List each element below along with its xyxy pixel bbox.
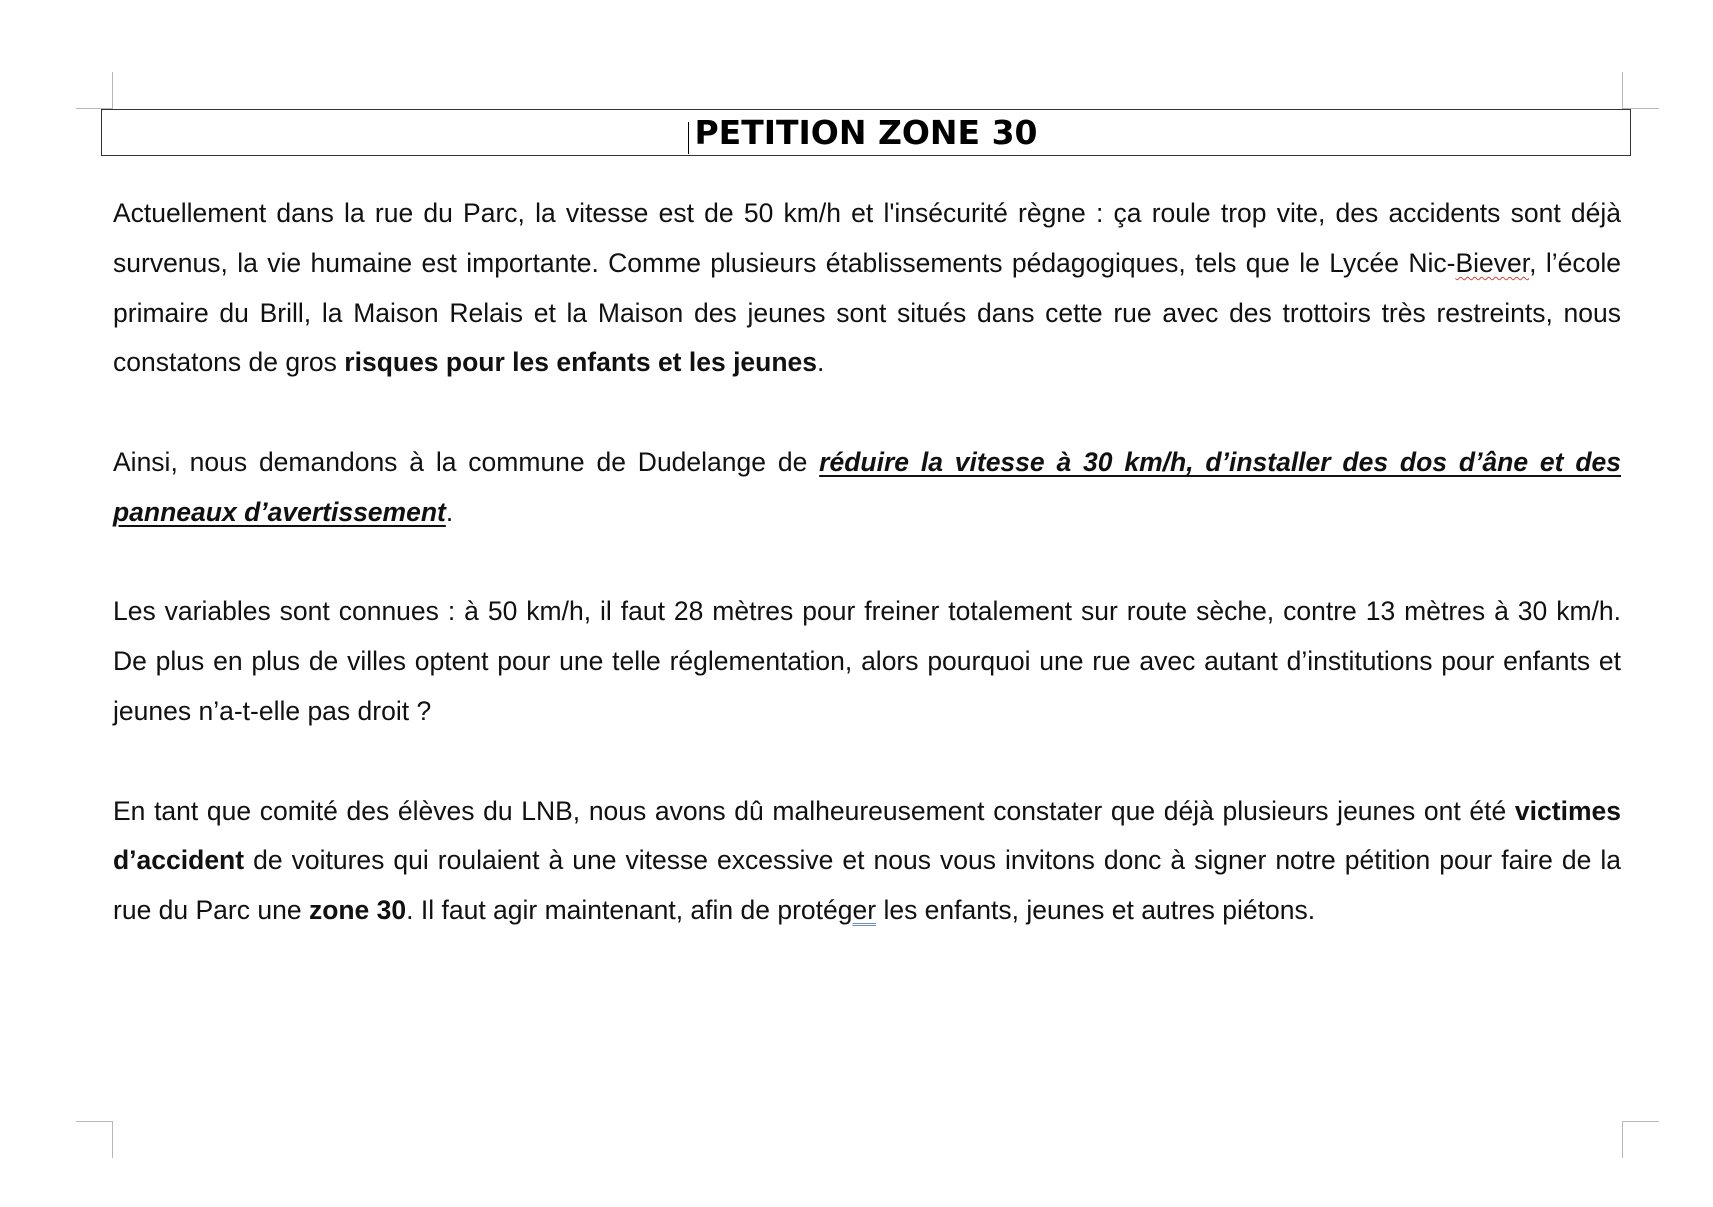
paragraph-4-text: . Il faut agir maintenant, afin de protég — [406, 895, 853, 926]
paragraph-3[interactable] — [113, 587, 1621, 736]
page-corner-mark-top-left — [76, 72, 113, 109]
misspelled-word[interactable]: Biever — [1455, 247, 1530, 278]
grammar-flagged-text[interactable]: er — [852, 895, 877, 926]
paragraph-4-text: les enfants, jeunes et autres piétons. — [876, 895, 1316, 926]
paragraph-1-text: , l’école primaire du Brill, la Maison Relais et la Maison des jeunes sont situés dans cette rue avec des trottoirs très restreints, nous constatons de gros — [113, 247, 1621, 378]
page-corner-mark-bottom-right — [1622, 1121, 1659, 1158]
paragraph-2-text: Ainsi, nous demandons à la commune de Dudelange de — [113, 446, 820, 477]
paragraph-1[interactable] — [113, 189, 1621, 388]
bold-text: risques pour les enfants et les jeunes — [344, 347, 818, 378]
document-title[interactable]: PETITION ZONE 30 — [694, 113, 1038, 152]
emphasized-request-text: réduire la vitesse à 30 km/h, d’installer des dos d’âne et des panneaux d’avertissement — [113, 446, 1621, 527]
text-cursor — [688, 122, 689, 154]
paragraph-1-text: Actuellement dans la rue du Parc, la vitesse est de 50 km/h et l'insécurité règne : ça roule trop vite, des accidents sont déjà survenus, la vie humaine est importante. Comme plusieurs établissements pédagogiques, tels que le Lycée Nic- — [113, 198, 1621, 278]
paragraph-3-text: Les variables sont connues : à 50 km/h, il faut 28 mètres pour freiner totalement sur route sèche, contre 13 mètres à 30 km/h. De plus en plus de villes optent pour une telle réglementation, alors pourquoi une rue avec autant d’institutions pour enfants et jeunes n’a-t-elle pas droit ? — [113, 596, 1621, 726]
page-corner-mark-bottom-left — [76, 1121, 113, 1158]
paragraph-4-text: En tant que comité des élèves du LNB, nous avons dû malheureusement constater que déjà plusieurs jeunes ont été — [113, 795, 1515, 826]
paragraph-2[interactable] — [113, 438, 1621, 538]
bold-text: zone 30 — [308, 895, 407, 926]
document-body[interactable] — [113, 189, 1621, 936]
paragraph-4[interactable] — [113, 787, 1621, 936]
page-corner-mark-top-right — [1622, 72, 1659, 109]
paragraph-4-text: de voitures qui roulaient à une vitesse excessive et nous vous invitons donc à signer notre pétition pour faire de la rue du Parc une — [113, 845, 1621, 926]
paragraph-2-text: . — [445, 496, 454, 527]
bold-text: victimes d’accident — [113, 795, 1621, 876]
title-box — [101, 109, 1631, 156]
paragraph-1-text: . — [817, 347, 825, 378]
